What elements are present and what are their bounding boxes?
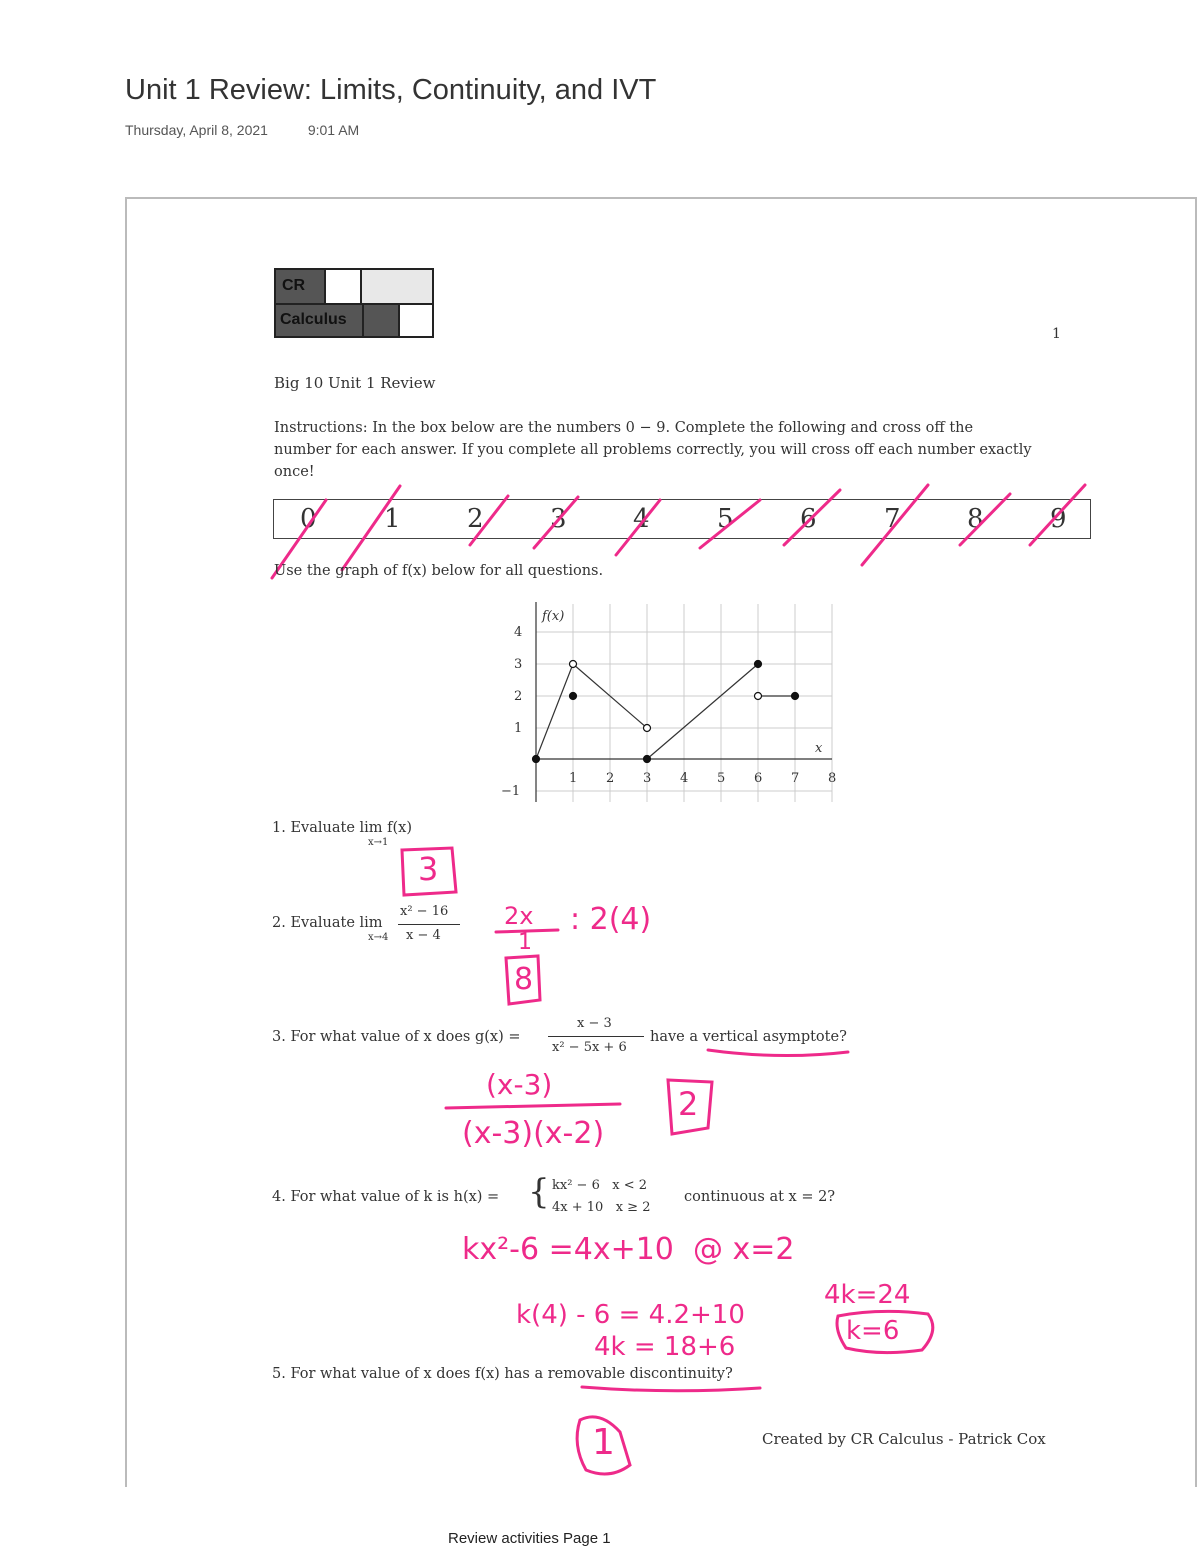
question-4-brace: { (528, 1172, 550, 1212)
number-7: 7 (884, 504, 901, 534)
page-title: Unit 1 Review: Limits, Continuity, and IVT (125, 74, 657, 106)
answer-q5: 1 (592, 1422, 615, 1463)
cross-6 (784, 490, 840, 545)
work-q2-eq: : 2(4) (570, 902, 652, 937)
x-tick-4: 4 (680, 771, 689, 786)
work-q2-num: 2x (504, 902, 534, 930)
point-open-6-2 (755, 693, 762, 700)
question-3-numerator: x − 3 (577, 1016, 612, 1031)
x-tick-6: 6 (754, 771, 763, 786)
question-2-numerator: x² − 16 (400, 904, 449, 919)
number-0: 0 (300, 504, 317, 534)
question-4: 4. For what value of k is h(x) = (272, 1189, 500, 1205)
question-5: 5. For what value of x does f(x) has a removable discontinuity? (272, 1366, 733, 1382)
worksheet-credit: Created by CR Calculus - Patrick Cox (762, 1430, 1046, 1448)
cross-2 (470, 496, 508, 545)
instructions-text: Instructions: In the box below are the numbers 0 − 9. Complete the following and cross off the number for each answer. If you complete all problems correctly, you will cross off each number exactly once! (274, 420, 1032, 480)
work-q4-line1: kx²-6 =4x+10 @ x=2 (462, 1232, 795, 1267)
question-4-tail: continuous at x = 2? (684, 1189, 836, 1205)
question-1-sub: x→1 (368, 837, 389, 848)
underline-removable (582, 1387, 760, 1391)
point-closed-6-3 (755, 661, 762, 668)
work-fraction-line-q3 (446, 1104, 620, 1108)
number-3: 3 (550, 504, 567, 534)
cross-4 (616, 500, 660, 555)
work-q4-line2: k(4) - 6 = 4.2+10 (516, 1300, 745, 1330)
number-6: 6 (800, 504, 817, 534)
number-5: 5 (717, 504, 734, 534)
work-q2-den: 1 (518, 930, 532, 955)
underline-vertical-asymptote (708, 1050, 848, 1056)
work-q4-line4: 4k=24 (824, 1280, 911, 1310)
point-open-1-3 (570, 661, 577, 668)
cross-9 (1030, 485, 1085, 545)
x-tick-8: 8 (828, 771, 837, 786)
question-1: 1. Evaluate lim f(x) (272, 820, 412, 836)
number-1: 1 (384, 504, 401, 534)
question-4-piece-2: 4x + 10 x ≥ 2 (552, 1200, 651, 1215)
question-2: 2. Evaluate lim (272, 915, 383, 931)
point-closed-0-0 (533, 756, 540, 763)
number-8: 8 (967, 504, 984, 534)
y-axis-label: f(x) (542, 609, 565, 624)
cross-5 (700, 500, 760, 548)
x-tick-7: 7 (791, 771, 800, 786)
y-tick-4: 4 (514, 625, 523, 640)
y-tick-1: 1 (514, 721, 523, 736)
graph-caption: Use the graph of f(x) below for all questions. (274, 563, 604, 579)
x-tick-2: 2 (606, 771, 615, 786)
answer-q1: 3 (418, 850, 439, 888)
cross-1 (342, 486, 400, 570)
y-tick-3: 3 (514, 657, 523, 672)
question-2-denominator: x − 4 (406, 928, 441, 943)
question-3-tail: have a vertical asymptote? (650, 1029, 847, 1045)
point-closed-1-2 (570, 693, 577, 700)
logo-text-calculus: Calculus (280, 311, 347, 328)
question-4-piece-1: kx² − 6 x < 2 (552, 1178, 648, 1193)
cross-3 (534, 497, 578, 548)
number-2: 2 (467, 504, 484, 534)
question-2-sub: x→4 (368, 932, 389, 943)
answer-q4: k=6 (846, 1316, 900, 1346)
point-open-3-1 (644, 725, 651, 732)
worksheet-page-number: 1 (1052, 326, 1061, 342)
question-3: 3. For what value of x does g(x) = (272, 1029, 521, 1045)
x-tick-5: 5 (717, 771, 726, 786)
cross-8 (960, 494, 1010, 545)
work-q3-num: (x-3) (486, 1068, 553, 1101)
y-tick-neg1: −1 (501, 784, 521, 799)
function-graph (495, 596, 845, 810)
note-time: 9:01 AM (307, 122, 360, 138)
note-date: Thursday, April 8, 2021 (125, 122, 268, 138)
point-closed-3-0 (644, 756, 651, 763)
number-4: 4 (633, 504, 650, 534)
x-tick-1: 1 (569, 771, 578, 786)
segment-3 (647, 664, 758, 759)
worksheet-heading: Big 10 Unit 1 Review (274, 374, 436, 392)
segment-1 (536, 664, 573, 759)
point-closed-7-2 (792, 693, 799, 700)
cross-7 (862, 485, 928, 565)
answer-q3: 2 (678, 1085, 699, 1123)
work-q4-line3: 4k = 18+6 (594, 1332, 736, 1362)
work-q3-den: (x-3)(x-2) (462, 1116, 605, 1151)
page-footer-label: Review activities Page 1 (448, 1530, 611, 1547)
answer-q2: 8 (514, 962, 534, 997)
y-tick-2: 2 (514, 689, 523, 704)
logo-text-cr: CR (282, 277, 306, 294)
number-9: 9 (1050, 504, 1067, 534)
question-2-fraction-bar (398, 924, 460, 925)
x-axis-label: x (815, 741, 823, 756)
x-tick-3: 3 (643, 771, 652, 786)
question-3-denominator: x² − 5x + 6 (552, 1040, 627, 1055)
question-3-fraction-bar (548, 1036, 644, 1037)
